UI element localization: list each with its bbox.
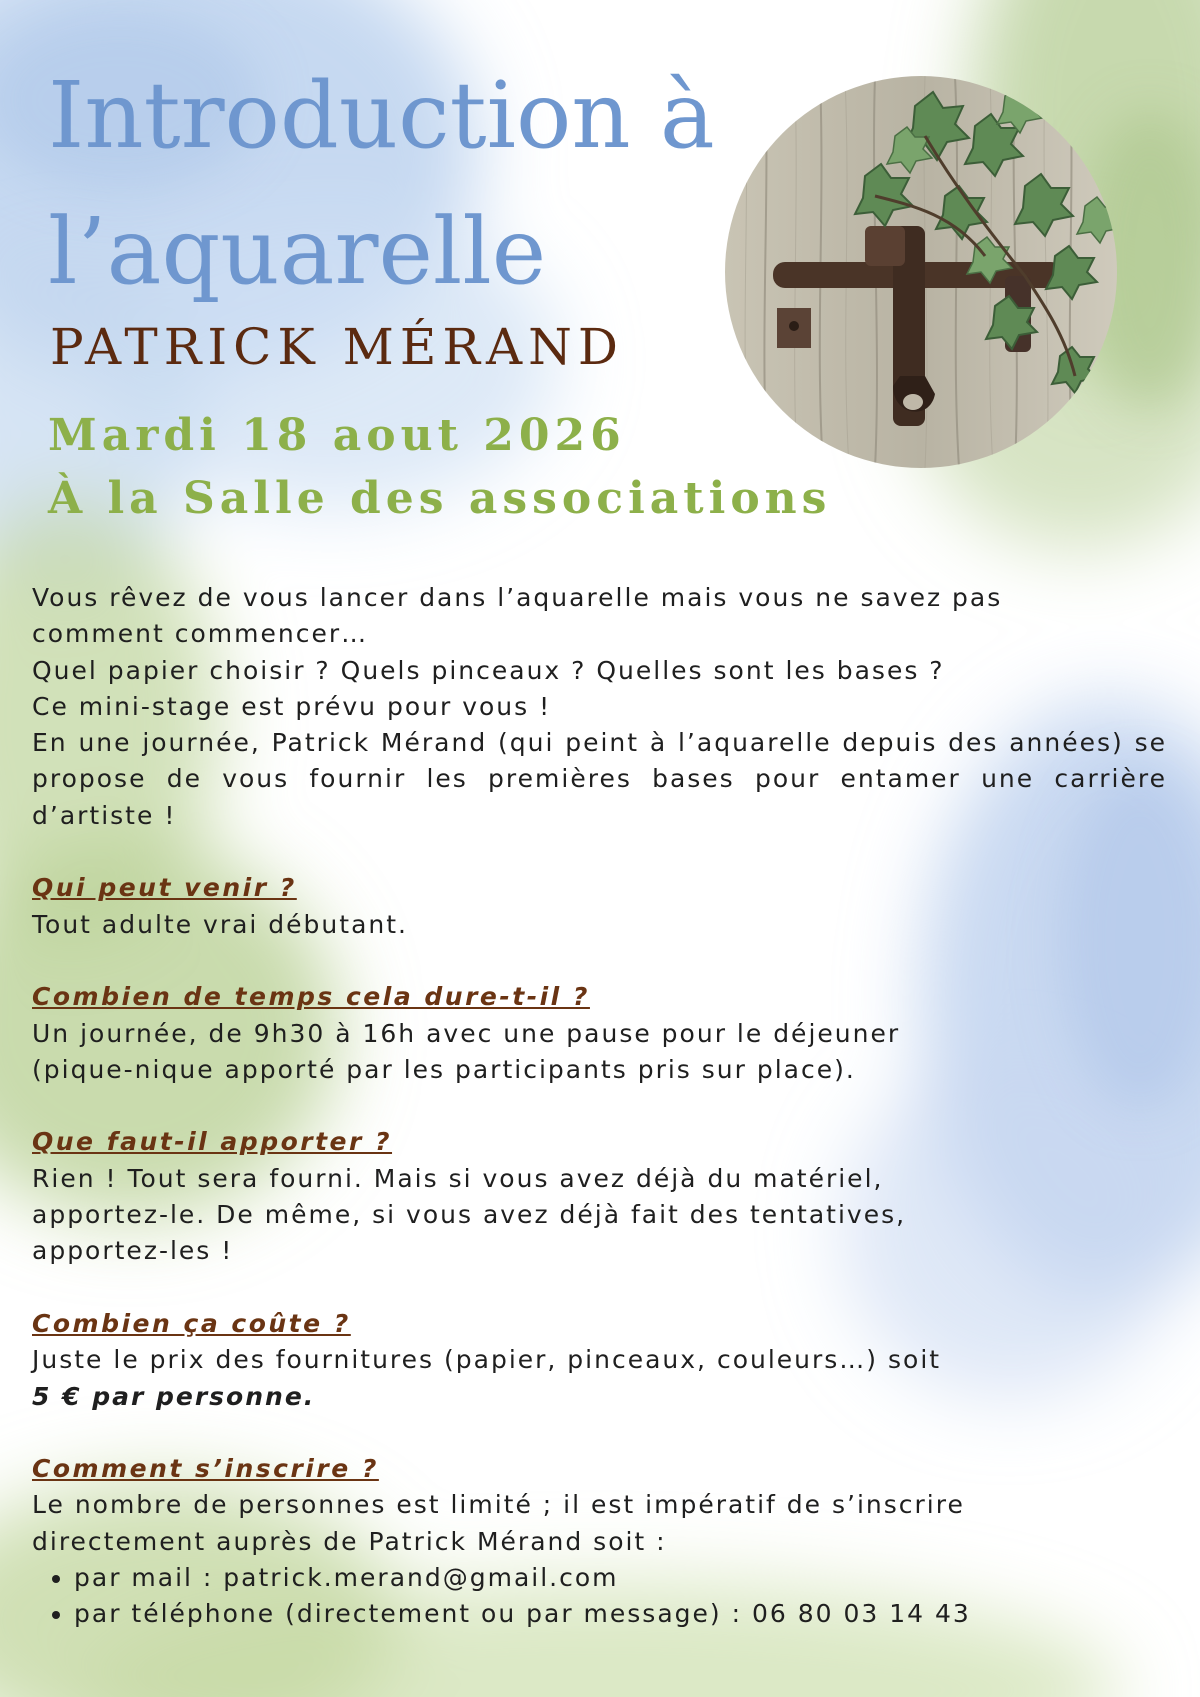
contact-phone: • par téléphone (directement ou par message) : 06 80 03 14 43 [74, 1596, 1167, 1632]
answer-register: Le nombre de personnes est limité ; il est impératif de s’inscrire directement auprès de Patrick Mérand soit : [32, 1490, 965, 1556]
intro-line-3: Ce mini-stage est prévu pour vous ! [32, 691, 552, 721]
question-bring: Que faut-il apporter ? [32, 1127, 393, 1157]
contact-mail: • par mail : patrick.merand@gmail.com [74, 1560, 1167, 1596]
page-title: Introduction à l’aquarelle [48, 62, 715, 305]
intro-line-4: En une journée, Patrick Mérand (qui peint à l’aquarelle depuis des années) se propose de vous fournir les premières bases pour entamer une carrière d’artiste ! [32, 728, 1167, 830]
event-date: Mardi 18 aout 2026 [48, 410, 626, 461]
question-who: Qui peut venir ? [32, 873, 297, 903]
body-text [32, 580, 1167, 1633]
answer-who: Tout adulte vrai débutant. [32, 909, 408, 939]
intro-line-2: Quel papier choisir ? Quels pinceaux ? Quelles sont les bases ? [32, 655, 945, 685]
event-venue: À la Salle des associations [48, 473, 832, 524]
question-duration: Combien de temps cela dure-t-il ? [32, 982, 590, 1012]
contact-list [32, 1560, 1167, 1633]
answer-cost: Juste le prix des fournitures (papier, pinceaux, couleurs…) soit [32, 1345, 942, 1375]
answer-duration: Un journée, de 9h30 à 16h avec une pause pour le déjeuner (pique-nique apporté par les participants pris sur place). [32, 1018, 901, 1084]
question-cost: Combien ça coûte ? [32, 1308, 351, 1338]
answer-bring: Rien ! Tout sera fourni. Mais si vous avez déjà du matériel, apportez-le. De même, si vous avez déjà fait des tentatives, apportez-les ! [32, 1163, 907, 1266]
question-register: Comment s’inscrire ? [32, 1454, 379, 1484]
watercolor-painting-door-latch [725, 76, 1117, 468]
intro-line-1: Vous rêvez de vous lancer dans l’aquarelle mais vous ne savez pas comment commencer… [32, 583, 1003, 649]
cost-price: 5 € par personne. [32, 1381, 316, 1411]
author-name: PATRICK MÉRAND [50, 318, 624, 376]
